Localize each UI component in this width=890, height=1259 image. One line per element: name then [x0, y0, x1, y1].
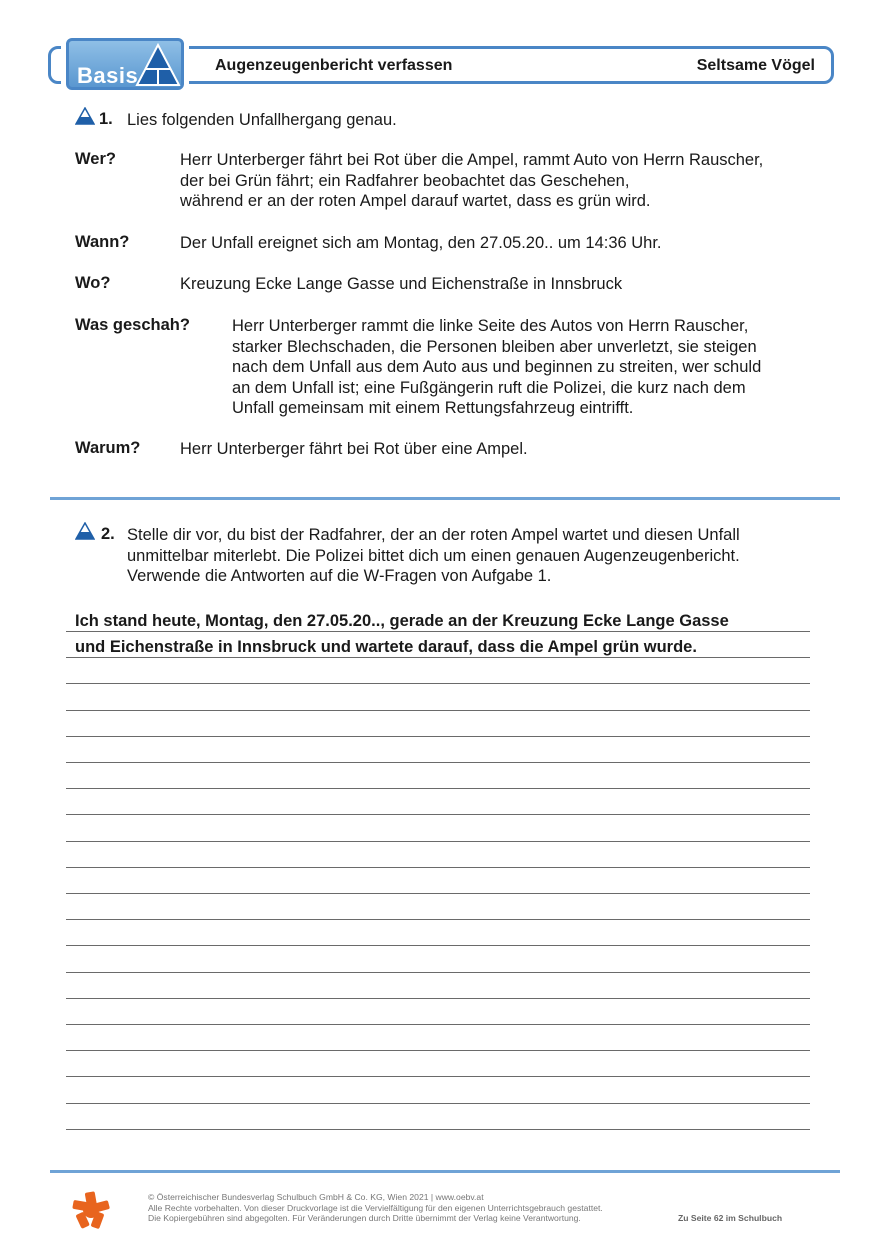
task-1-instruction: Lies folgenden Unfallhergang genau.	[127, 111, 397, 129]
writing-line	[66, 1050, 810, 1051]
answer-what: Herr Unterberger rammt die linke Seite des Autos von Herrn Rauscher, starker Blechschaden, die Personen bleiben aber unverletzt, sie steigen nach dem Unfall aus dem Auto aus und beginnen zu streiten, wer schuld an dem Unfall ist; eine Fußgängerin ruft die Polizei, die kurz nach dem Unfall gemeinsam mit einem Rettungsfahrzeug eintrifft.	[232, 317, 762, 417]
question-label-when: Wann?	[75, 233, 130, 251]
writing-line	[66, 736, 810, 737]
writing-line	[66, 945, 810, 946]
writing-line	[66, 657, 810, 658]
writing-line	[66, 893, 810, 894]
level-badge	[66, 38, 184, 90]
writing-line	[66, 631, 810, 632]
triangle-level-icon	[135, 43, 181, 87]
question-label-where: Wo?	[75, 274, 111, 292]
writing-line	[66, 919, 810, 920]
task-2-instruction: Stelle dir vor, du bist der Radfahrer, der an der roten Ampel wartet und diesen Unfall unmittelbar miterlebt. Die Polizei bittet dich um einen genauen Augenzeugenbericht. Verwende die Antworten auf die W-Fragen von Aufgabe 1.	[127, 526, 740, 585]
written-answer-line-1: Ich stand heute, Montag, den 27.05.20.., gerade an der Kreuzung Ecke Lange Gasse	[75, 612, 729, 630]
worksheet-topic: Seltsame Vögel	[696, 57, 815, 74]
answer-who: Herr Unterberger fährt bei Rot über die Ampel, rammt Auto von Herrn Rauscher, der bei Grün fährt; ein Radfahrer beobachtet das Geschehen, während er an der roten Ampel darauf wartet, dass es grün wird.	[180, 151, 764, 210]
question-label-why: Warum?	[75, 439, 141, 457]
worksheet-title: Augenzeugenbericht verfassen	[215, 57, 453, 74]
writing-line	[66, 1129, 810, 1130]
task-2-number: 2.	[101, 525, 115, 543]
writing-line	[66, 867, 810, 868]
written-answer-line-2: und Eichenstraße in Innsbruck und wartete darauf, dass die Ampel grün wurde.	[75, 638, 697, 656]
question-label-who: Wer?	[75, 150, 116, 168]
publisher-logo-icon	[72, 1190, 110, 1230]
writing-line	[66, 1024, 810, 1025]
writing-line	[66, 710, 810, 711]
triangle-level-icon	[75, 522, 95, 540]
writing-line	[66, 841, 810, 842]
writing-line	[66, 1076, 810, 1077]
writing-line	[66, 814, 810, 815]
writing-line	[66, 762, 810, 763]
footer-divider	[50, 1170, 840, 1173]
answer-why: Herr Unterberger fährt bei Rot über eine Ampel.	[180, 440, 528, 458]
answer-where: Kreuzung Ecke Lange Gasse und Eichenstraße in Innsbruck	[180, 275, 623, 293]
copyright-notice: © Österreichischer Bundesverlag Schulbuch GmbH & Co. KG, Wien 2021 | www.oebv.at Alle Rechte vorbehalten. Von dieser Druckvorlage ist die Vervielfältigung für den eigenen Unterrichtsgebrauch gestattet. Die Kopiergebühren sind abgegolten. Für Veränderungen durch Dritte übernimmt der Verlag keine Verantwortung.	[148, 1192, 603, 1223]
badge-label: Basis	[77, 63, 139, 88]
task-1-number: 1.	[99, 110, 113, 128]
question-label-what: Was geschah?	[75, 316, 190, 334]
writing-line	[66, 788, 810, 789]
writing-line	[66, 1103, 810, 1104]
textbook-reference: Zu Seite 62 im Schulbuch	[678, 1213, 783, 1223]
section-divider	[50, 497, 840, 500]
writing-line	[66, 683, 810, 684]
writing-line	[66, 972, 810, 973]
writing-line	[66, 998, 810, 999]
answer-when: Der Unfall ereignet sich am Montag, den 27.05.20.. um 14:36 Uhr.	[180, 234, 662, 252]
triangle-level-icon	[75, 107, 95, 125]
